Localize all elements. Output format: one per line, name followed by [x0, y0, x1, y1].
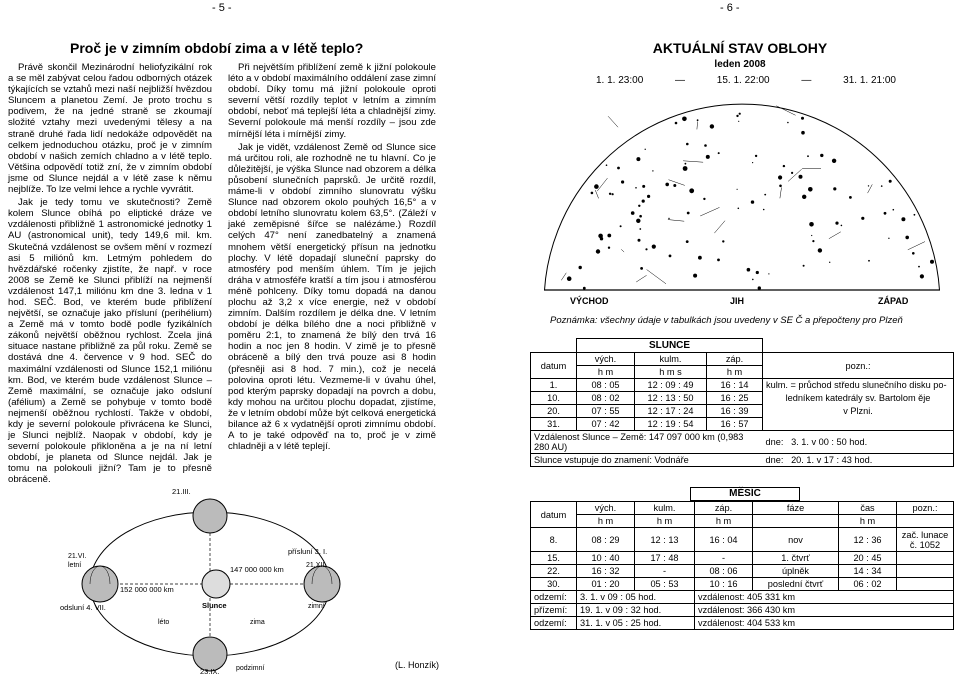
- star: [683, 166, 688, 171]
- star: [778, 175, 782, 179]
- star: [579, 266, 582, 269]
- star: [606, 164, 608, 166]
- cell: úplněk: [753, 565, 839, 578]
- star: [665, 183, 669, 187]
- cell: 12 : 17 : 24: [635, 405, 707, 418]
- table-row: [531, 552, 954, 565]
- star: [930, 260, 934, 264]
- star: [868, 185, 869, 186]
- col-header: fáze: [753, 502, 839, 515]
- star: [820, 154, 823, 157]
- orbit-label: přísluní 3. I.: [288, 547, 328, 556]
- star: [835, 222, 838, 225]
- cell: odzemí:: [531, 591, 577, 604]
- star: [752, 279, 754, 281]
- cell: ledníkem katedrály sv. Bartolom ěje: [763, 392, 954, 405]
- star: [849, 196, 852, 199]
- cell: 01 : 20: [577, 578, 635, 591]
- star: [833, 187, 836, 190]
- star: [901, 217, 905, 221]
- article-column-1: [8, 62, 212, 486]
- sun-icon: [202, 570, 230, 598]
- direction-east: VÝCHOD: [570, 296, 609, 306]
- sky-date: 31. 1. 21:00: [843, 75, 896, 86]
- cell: vzdálenost: 366 430 km: [695, 604, 954, 617]
- cell: 08 : 05: [577, 379, 635, 392]
- direction-south: JIH: [730, 296, 745, 306]
- table-row: [531, 379, 954, 392]
- orbit-label: 23.IX.: [200, 667, 220, 676]
- star: [905, 236, 909, 240]
- table-row: [531, 591, 954, 604]
- article-paragraph: Jak je tedy tomu ve skutečnosti? Země kolem Slunce obíhá po eliptické dráze ve vzdálenosti přibližně 1 astronomické jednotky 1 AU (astronomical unit), tedy 149,6 mil. km. Skutečná vzdálenost se ovšem mění v rozmezí asi 5 miliónů km. Letmým pohledem do hvězdářské ročenky zjistíte, že např. v roce 2008 se Země ke Slunci přiblíží na nejmenší vzdálenost 147,1 miliónu km dne 3. ledna v 1 hod. SEČ. Bod, ve kterém bude přiblížení největší, se označuje jako přísluní (perihélium) a Země má v tomto bodě podle fyzikálních zákonů největší oběžnou rychlost. Zcela jiná situace nastane přibližně za půl roku. Země se dostává dne 4. července v 9 hod. SEČ do maximální vzdálenosti od Slunce 152,1 miliónu km. Bod, ve kterém bude vzdálenost Slunce – Země maximální, se označuje jako odsluní (afélium) a Země se pohybuje v tomto bodě nejmenší oběžnou rychlostí. Takže v období, kdy je severní polokoule přivrácena ke Slunci, je Slunci nejblíž. Naopak v období, kdy je severní polokoule přikloněna a je na ní letní období, je planeta od Slunce nejdál. Jak je tomu na polokouli jižní? Tam je to přesně obráceně.: [8, 197, 212, 486]
- star: [710, 124, 714, 128]
- cell: 22.: [531, 565, 577, 578]
- star: [607, 234, 611, 238]
- col-header: vých.: [577, 502, 635, 515]
- orbit-label: letní: [68, 562, 82, 569]
- star: [912, 252, 915, 255]
- orbit-label: zimní: [308, 603, 325, 610]
- col-header: záp.: [707, 353, 763, 366]
- star: [686, 240, 689, 243]
- earth-icon: [193, 499, 227, 533]
- star: [918, 266, 920, 268]
- star: [685, 163, 687, 165]
- star: [631, 211, 635, 215]
- cell: 1.: [531, 379, 577, 392]
- star: [636, 157, 640, 161]
- sky-map: [540, 94, 944, 310]
- table-row: [531, 604, 954, 617]
- star: [706, 155, 710, 159]
- orbit-label: 21.III.: [172, 488, 191, 496]
- cell: poslední čtvrť: [753, 578, 839, 591]
- cell: v Plzni.: [763, 405, 954, 418]
- sun-distance-date-label: dne:: [765, 437, 784, 447]
- star: [920, 274, 924, 278]
- star: [704, 144, 707, 147]
- unit-header: h m s: [635, 366, 707, 379]
- star: [608, 247, 610, 249]
- star: [596, 249, 600, 253]
- star: [722, 240, 724, 242]
- table-row: [531, 392, 954, 405]
- star: [675, 122, 678, 125]
- orbit-label: podzimní: [236, 665, 265, 672]
- star: [685, 118, 687, 120]
- star: [841, 225, 843, 227]
- star: [652, 170, 653, 171]
- star: [689, 188, 694, 193]
- col-header: čas: [839, 502, 897, 515]
- cell: 10 : 16: [695, 578, 753, 591]
- cell: 15.: [531, 552, 577, 565]
- star: [751, 200, 754, 203]
- cell: 07 : 55: [577, 405, 635, 418]
- sky-title: AKTUÁLNÍ STAV OBLOHY: [652, 40, 828, 56]
- cell: 16 : 04: [695, 528, 753, 552]
- star: [693, 274, 697, 278]
- star: [620, 225, 622, 227]
- star: [809, 222, 814, 227]
- cell: 07 : 42: [577, 418, 635, 431]
- cell: -: [635, 565, 695, 578]
- table-row: [531, 578, 954, 591]
- star: [609, 193, 611, 195]
- star: [755, 155, 757, 157]
- star: [803, 265, 805, 267]
- star: [686, 143, 689, 146]
- star: [697, 119, 699, 121]
- cell: 08 : 06: [695, 565, 753, 578]
- article-column-2: [228, 62, 436, 452]
- star: [621, 180, 624, 183]
- cell: 16 : 14: [707, 379, 763, 392]
- col-header: pozn.:: [897, 502, 954, 515]
- star: [884, 212, 887, 215]
- col-header: záp.: [695, 502, 753, 515]
- star: [652, 245, 656, 249]
- sky-date: 1. 1. 23:00: [596, 75, 644, 86]
- cell: 20 : 45: [839, 552, 897, 565]
- col-header: kulm.: [635, 353, 707, 366]
- article-paragraph: Jak je vidět, vzdálenost Země od Slunce sice má určitou roli, ale rozhodně ne tu hlavní. Co je důležitější, je výška Slunce nad obzorem a délka působení slunečních paprsků. Je určitě rozdíl, máme-li v období zimního slunovratu výšku Slunce nad obzorem okolo pouhých 16,5° a v období letního slunovratu kolem 63,5°. (Záleží v jaké zeměpisné šířce se nalézáme.) Rozdíl celých 47° není zanedbatelný a znamená mnohem větší energetický přísun na jednotku plochy. V létě dopadají sluneční paprsky do atmosféry pod menším úhlem. Tím je jejich dráha v atmosféře kratší a tím jsou i atmosférou méně pohlceny. Díky tomu dopadá na danou plochu až 3,2 x více energie, než v období zimním. Dalším rozdílem je délka dne. V letním období je délka bílého dne a noci přibližně v poměru 2:1, to znamená že bílý den trvá 16 hodin a noc jen 8 hodin. V zimě je to přesně obráceně a bílý den trvá pouze asi 8 hodin (přesněji asi 8 hod. 7 min.), což je necelá polovina oproti létu. Vezmeme-li v úvahu úhel, pod kterým paprsky dopadají na povrch a dobu, kdy mohou na určitou plochu dopadat, zjistíme, že v letním období může být celková energetická bilance až 6 x vydatnější oproti zimnímu období. A to je také odpověď na to, proč je v zimě chladněji a v létě teplejí.: [228, 141, 436, 453]
- star: [738, 208, 740, 210]
- table-row: [531, 418, 954, 431]
- cell: 3. 1. v 09 : 05 hod.: [577, 591, 695, 604]
- star: [583, 287, 586, 290]
- cell: 20.: [531, 405, 577, 418]
- star: [799, 175, 803, 179]
- col-header: datum: [531, 502, 577, 528]
- star: [567, 276, 572, 281]
- star: [893, 209, 895, 211]
- star: [763, 209, 765, 211]
- constellation-line: [608, 116, 618, 127]
- star: [642, 185, 645, 188]
- unit-header: h m: [839, 515, 897, 528]
- cell: 16 : 32: [577, 565, 635, 578]
- unit-header: h m: [635, 515, 695, 528]
- cell: 31.: [531, 418, 577, 431]
- cell: 08 : 02: [577, 392, 635, 405]
- star: [783, 165, 785, 167]
- cell: 12 : 13: [635, 528, 695, 552]
- table-row: [531, 528, 954, 552]
- orbit-label: zima: [250, 619, 265, 626]
- cell: 08 : 29: [577, 528, 635, 552]
- star: [642, 200, 645, 203]
- cell: přízemí:: [531, 604, 577, 617]
- star: [698, 256, 702, 260]
- cell: 16 : 39: [707, 405, 763, 418]
- cell: 17 : 48: [635, 552, 695, 565]
- star: [779, 185, 782, 188]
- star: [598, 234, 603, 239]
- table-row: [531, 405, 954, 418]
- star: [639, 215, 642, 218]
- sky-note: Poznámka: všechny údaje v tabulkách jsou uvedeny v SE Č a přepočteny pro Plzeň: [550, 315, 903, 326]
- table-row: [531, 617, 954, 630]
- star: [647, 195, 650, 198]
- star: [818, 248, 822, 252]
- sun-table: [530, 338, 954, 467]
- cell: 8.: [531, 528, 577, 552]
- star: [881, 185, 883, 187]
- cell: 16 : 57: [707, 418, 763, 431]
- star: [756, 271, 759, 274]
- sky-subtitle: leden 2008: [714, 59, 766, 70]
- col-header: vých.: [577, 353, 635, 366]
- moon-table: [530, 501, 954, 630]
- star: [832, 159, 836, 163]
- sky-dome: [544, 104, 940, 304]
- star: [612, 193, 614, 195]
- star: [889, 180, 892, 183]
- cell: 12 : 19 : 54: [635, 418, 707, 431]
- earth-icon: [82, 566, 118, 602]
- orbit-label: 21.VI.: [68, 553, 87, 560]
- sun-distance: Vzdálenost Slunce – Země: 147 097 000 km (0,983 280 AU): [531, 431, 763, 454]
- star: [914, 214, 916, 216]
- star: [668, 218, 669, 219]
- orbit-diagram: [60, 488, 350, 678]
- star: [739, 113, 741, 115]
- star: [829, 262, 830, 263]
- star: [791, 172, 793, 174]
- article-paragraph: Právě skončil Mezinárodní heliofyzikální rok a se měl zabývat celou řadou odborných otázek týkajících se vztahů mezi naší nejbližší hvězdou Sluncem a planetou Zemí. Je proto trochu s podivem, že na jedné straně se zkoumají složité vztahy mezi uvedenými tělesy a na straně druhé řada lidí nedokáže odpovědět na celkem jednoduchou otázku, proč je v zimním období v našich zemích chladno a v létě teplo. Většina odpovědí totiž zní, že v zimním období jsme od Slunce nejdál a v létě zase k němu nejblíže. To lze velmi lehce a rychle vyvrátit.: [8, 62, 212, 196]
- cell: 06 : 02: [839, 578, 897, 591]
- cell: 14 : 34: [839, 565, 897, 578]
- star: [808, 187, 813, 192]
- col-header: datum: [531, 353, 577, 379]
- star: [811, 235, 812, 236]
- star: [764, 194, 766, 196]
- cell: 12 : 36: [839, 528, 897, 552]
- cell: 30.: [531, 578, 577, 591]
- unit-header: h m: [707, 366, 763, 379]
- star: [861, 217, 864, 220]
- cell: 10.: [531, 392, 577, 405]
- star: [594, 184, 599, 189]
- star: [673, 184, 676, 187]
- sky-date: 15. 1. 22:00: [716, 75, 770, 86]
- cell: vzdálenost: 404 533 km: [695, 617, 954, 630]
- col-header: kulm.: [635, 502, 695, 515]
- cell: odzemí:: [531, 617, 577, 630]
- star: [717, 259, 720, 262]
- col-header: pozn.:: [763, 353, 954, 379]
- star: [758, 286, 761, 289]
- star: [669, 255, 672, 258]
- star: [738, 121, 739, 122]
- cell: 05 : 53: [635, 578, 695, 591]
- cell: 12 : 13 : 50: [635, 392, 707, 405]
- unit-header: h m: [577, 515, 635, 528]
- star: [617, 167, 620, 170]
- cell: -: [695, 552, 753, 565]
- orbit-label: 152 000 000 km: [120, 585, 174, 594]
- cell: [763, 418, 954, 431]
- star: [868, 260, 870, 262]
- star: [888, 238, 889, 239]
- earth-icon: [304, 566, 340, 602]
- star: [736, 115, 738, 117]
- sun-zodiac: Slunce vstupuje do znamení: Vodnáře: [531, 454, 763, 467]
- table-row: [531, 565, 954, 578]
- cell: 19. 1. v 09 : 32 hod.: [577, 604, 695, 617]
- star: [737, 189, 738, 190]
- unit-header: h m: [695, 515, 753, 528]
- orbit-label: 147 000 000 km: [230, 565, 284, 574]
- star: [768, 273, 769, 274]
- page-number-right: - 6 -: [720, 2, 740, 14]
- star: [703, 198, 705, 200]
- unit-header: h m: [577, 366, 635, 379]
- sun-distance-date: 3. 1. v 00 : 50 hod.: [791, 437, 868, 447]
- cell: 16 : 25: [707, 392, 763, 405]
- star: [645, 248, 647, 250]
- star: [638, 205, 640, 207]
- article-title: Proč je v zimním období zima a v létě teplo?: [70, 40, 364, 56]
- sun-zodiac-date-label: dne:: [765, 455, 784, 465]
- cell: nov: [753, 528, 839, 552]
- article-paragraph: Při největším přiblížení země k jižní polokoule léto a v období maximálního oddálení zase zimní období. Díky tomu má jižní polokoule oproti severní větší rozdíly teplot v letním a zimním období, neboť má teplejší léta a chladnější zimy. Severní polokoule má menší rozdíly – jsou zde mírnější léta i mírnější zimy.: [228, 62, 436, 140]
- sky-date-separator: —: [801, 75, 812, 86]
- earth-icon: [193, 637, 227, 671]
- star: [636, 219, 640, 223]
- orbit-label: 21.XII.: [306, 562, 327, 569]
- star: [801, 117, 804, 120]
- sky-dates: [596, 75, 896, 86]
- star: [802, 195, 806, 199]
- cell: 31. 1. v 05 : 25 hod.: [577, 617, 695, 630]
- star: [807, 155, 809, 157]
- star: [635, 187, 637, 189]
- star: [639, 228, 641, 230]
- orbit-label: Slunce: [202, 601, 227, 610]
- direction-west: ZÁPAD: [878, 296, 909, 306]
- star: [640, 267, 643, 270]
- star: [718, 152, 720, 154]
- orbit-label: léto: [158, 619, 170, 626]
- page-number-left: - 5 -: [212, 2, 232, 14]
- star: [787, 122, 789, 124]
- sun-table-title: SLUNCE: [577, 339, 763, 353]
- orbit-label: odsluní 4. VII.: [60, 603, 106, 612]
- cell: 10 : 40: [577, 552, 635, 565]
- star: [801, 131, 805, 135]
- star: [687, 212, 690, 215]
- star: [812, 240, 814, 242]
- star: [752, 162, 753, 163]
- star: [638, 239, 641, 242]
- sky-date-separator: —: [675, 75, 686, 86]
- sun-zodiac-date: 20. 1. v 17 : 43 hod.: [791, 455, 873, 465]
- star: [645, 149, 646, 150]
- star: [747, 268, 751, 272]
- cell: vzdálenost: 405 331 km: [695, 591, 954, 604]
- moon-table-title: MĚSÍC: [690, 487, 800, 501]
- cell: 12 : 09 : 49: [635, 379, 707, 392]
- moon-note: zač. lunace č. 1052: [897, 528, 954, 552]
- cell: 1. čtvrť: [753, 552, 839, 565]
- star: [591, 192, 594, 195]
- cell: kulm. = průchod středu slunečního disku po-: [763, 379, 954, 392]
- article-author: (L. Honzík): [395, 660, 440, 670]
